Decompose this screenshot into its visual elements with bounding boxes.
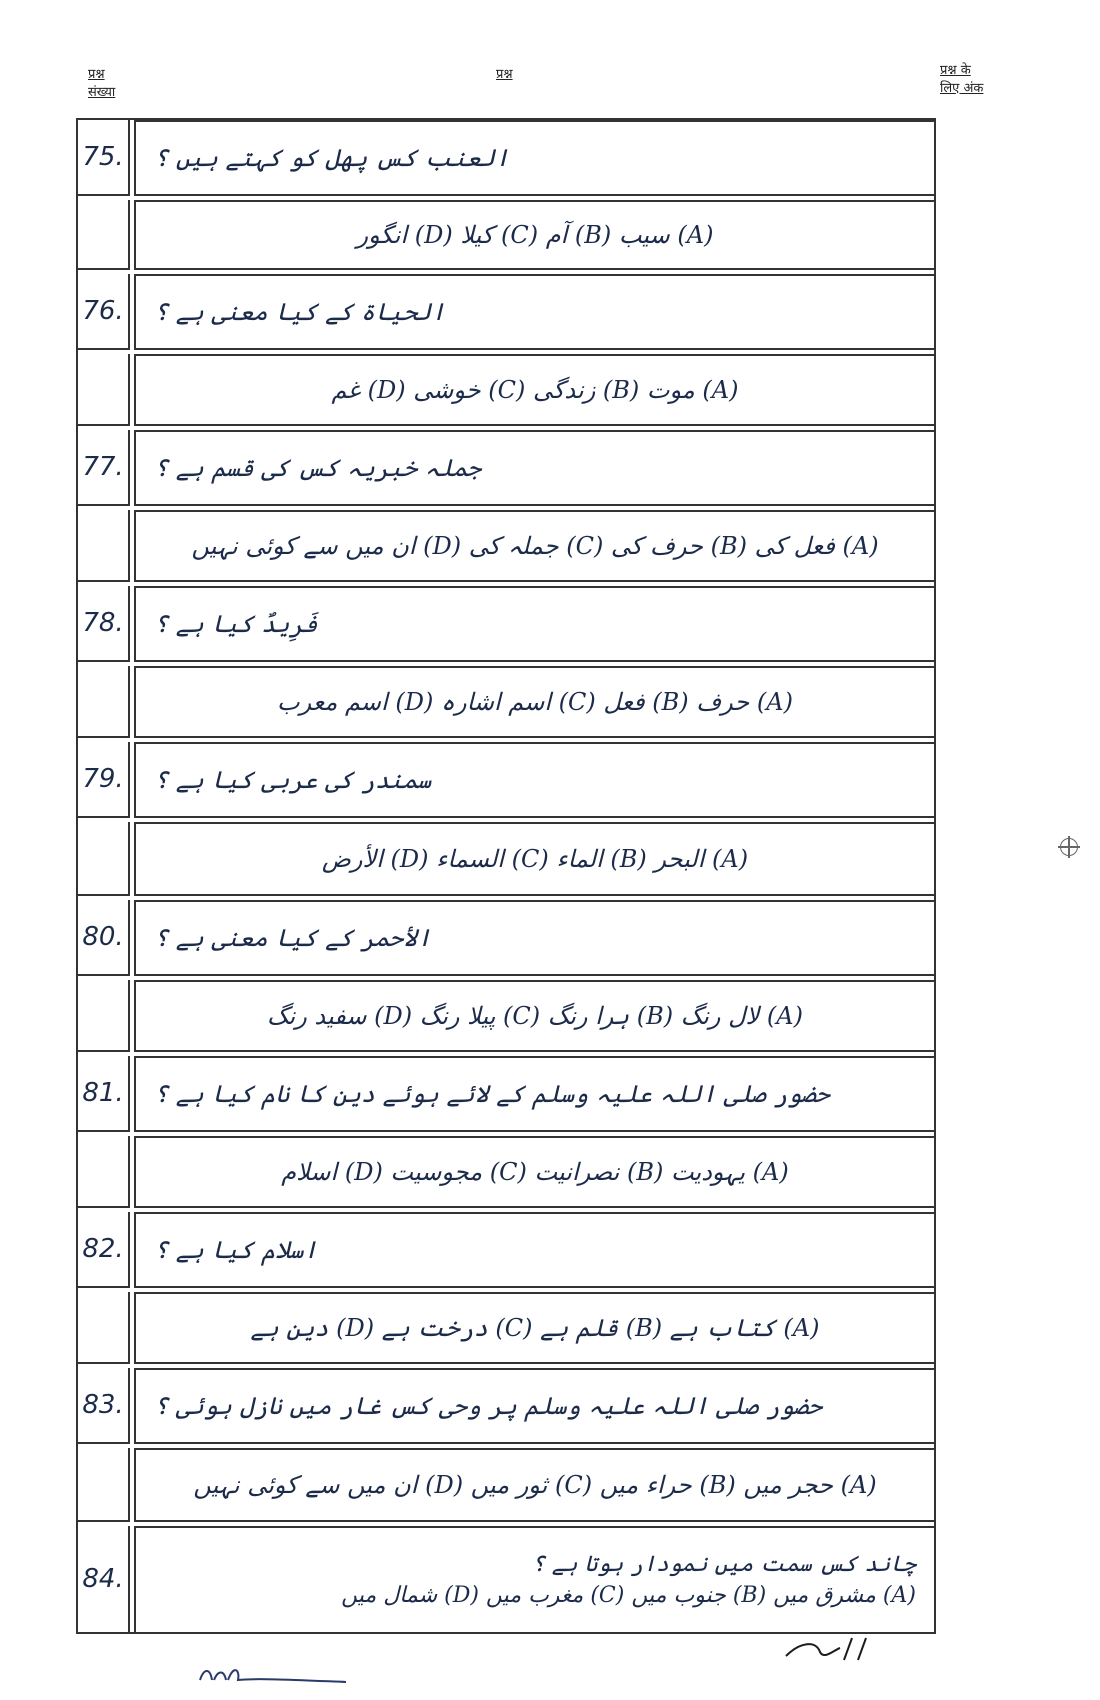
examiner-signature-icon xyxy=(780,1630,900,1674)
options-row xyxy=(78,1448,934,1522)
question-row xyxy=(78,586,934,662)
question-table xyxy=(76,118,936,1634)
empty-number-cell xyxy=(78,510,130,582)
options-text: (A) سیب (B) آم (C) کیلا (D) انگور xyxy=(134,200,934,270)
question-row xyxy=(78,430,934,506)
question-number: 79. xyxy=(78,742,130,818)
question-number: 75. xyxy=(78,120,130,196)
options-row xyxy=(78,510,934,582)
question-number: 84. xyxy=(78,1526,130,1632)
options-row xyxy=(78,354,934,426)
question-row xyxy=(78,1056,934,1132)
question-text: العنب کس پھل کو کہتے ہیں ؟ xyxy=(134,120,934,196)
empty-number-cell xyxy=(78,354,130,426)
empty-number-cell xyxy=(78,1448,130,1522)
question-text: الحیاۃ کے کیا معنی ہے ؟ xyxy=(134,274,934,350)
question-number: 81. xyxy=(78,1056,130,1132)
question-text: چاند کس سمت میں نمودار ہوتا ہے ؟ xyxy=(531,1552,916,1577)
header-label: लिए अंक xyxy=(940,80,984,96)
empty-number-cell xyxy=(78,1292,130,1364)
options-text: (A) فعل کی (B) حرف کی (C) جملہ کی (D) ان میں سے کوئی نہیں xyxy=(134,510,934,582)
question-row xyxy=(78,1526,934,1632)
options-text: (A) البحر (B) الماء (C) السماء (D) الأرض xyxy=(134,822,934,896)
options-row xyxy=(78,1136,934,1208)
options-row xyxy=(78,666,934,738)
question-number: 78. xyxy=(78,586,130,662)
question-text: جملہ خبریہ کس کی قسم ہے ؟ xyxy=(134,430,934,506)
question-text: سمندر کی عربی کیا ہے ؟ xyxy=(134,742,934,818)
question-row xyxy=(78,900,934,976)
empty-number-cell xyxy=(78,666,130,738)
question-number: 83. xyxy=(78,1368,130,1444)
question-number: 82. xyxy=(78,1212,130,1288)
question-number-header xyxy=(88,66,115,101)
question-text: فَرِیدٌ کیا ہے ؟ xyxy=(134,586,934,662)
question-text: الأحمر کے کیا معنی ہے ؟ xyxy=(134,900,934,976)
options-text: (A) مشرق میں (B) جنوب میں (C) مغرب میں (D) شمال میں xyxy=(341,1583,916,1608)
registration-mark-icon xyxy=(1060,838,1078,856)
question-text: اسلام کیا ہے ؟ xyxy=(134,1212,934,1288)
options-row xyxy=(78,822,934,896)
question-number: 80. xyxy=(78,900,130,976)
header-label: प्रश्न के xyxy=(940,63,971,78)
options-row xyxy=(78,980,934,1052)
question-number: 77. xyxy=(78,430,130,506)
empty-number-cell xyxy=(78,1136,130,1208)
options-text: (A) موت (B) زندگی (C) خوشی (D) غم xyxy=(134,354,934,426)
question-number: 76. xyxy=(78,274,130,350)
options-row xyxy=(78,1292,934,1364)
question-text: حضور صلی اللہ علیہ وسلم پر وحی کس غار میں نازل ہوئی ؟ xyxy=(134,1368,934,1444)
options-text: (A) کتاب ہے (B) قلم ہے (C) درخت ہے (D) دین ہے xyxy=(134,1292,934,1364)
options-text: (A) لال رنگ (B) ہرا رنگ (C) پیلا رنگ (D) سفید رنگ xyxy=(134,980,934,1052)
header-label: प्रश्न xyxy=(88,67,105,82)
question-text: حضور صلی اللہ علیہ وسلم کے لائے ہوئے دین کا نام کیا ہے ؟ xyxy=(134,1056,934,1132)
question-row xyxy=(78,274,934,350)
options-row xyxy=(78,200,934,270)
question-row xyxy=(78,120,934,196)
empty-number-cell xyxy=(78,980,130,1052)
empty-number-cell xyxy=(78,200,130,270)
question-row xyxy=(78,1368,934,1444)
question-header: प्रश्न xyxy=(496,67,513,82)
question-row xyxy=(78,742,934,818)
empty-number-cell xyxy=(78,822,130,896)
header-label: संख्या xyxy=(88,84,116,100)
options-text: (A) حرف (B) فعل (C) اسم اشارہ (D) اسم معرب xyxy=(134,666,934,738)
options-text: (A) حجر میں (B) حراء میں (C) ثور میں (D) ان میں سے کوئی نہیں xyxy=(134,1448,934,1522)
question-row xyxy=(78,1212,934,1288)
initials-signature-icon xyxy=(196,1650,356,1694)
options-text: (A) یہودیت (B) نصرانیت (C) مجوسیت (D) اسلام xyxy=(134,1136,934,1208)
marks-header xyxy=(940,62,983,97)
question-cell xyxy=(134,1526,934,1632)
